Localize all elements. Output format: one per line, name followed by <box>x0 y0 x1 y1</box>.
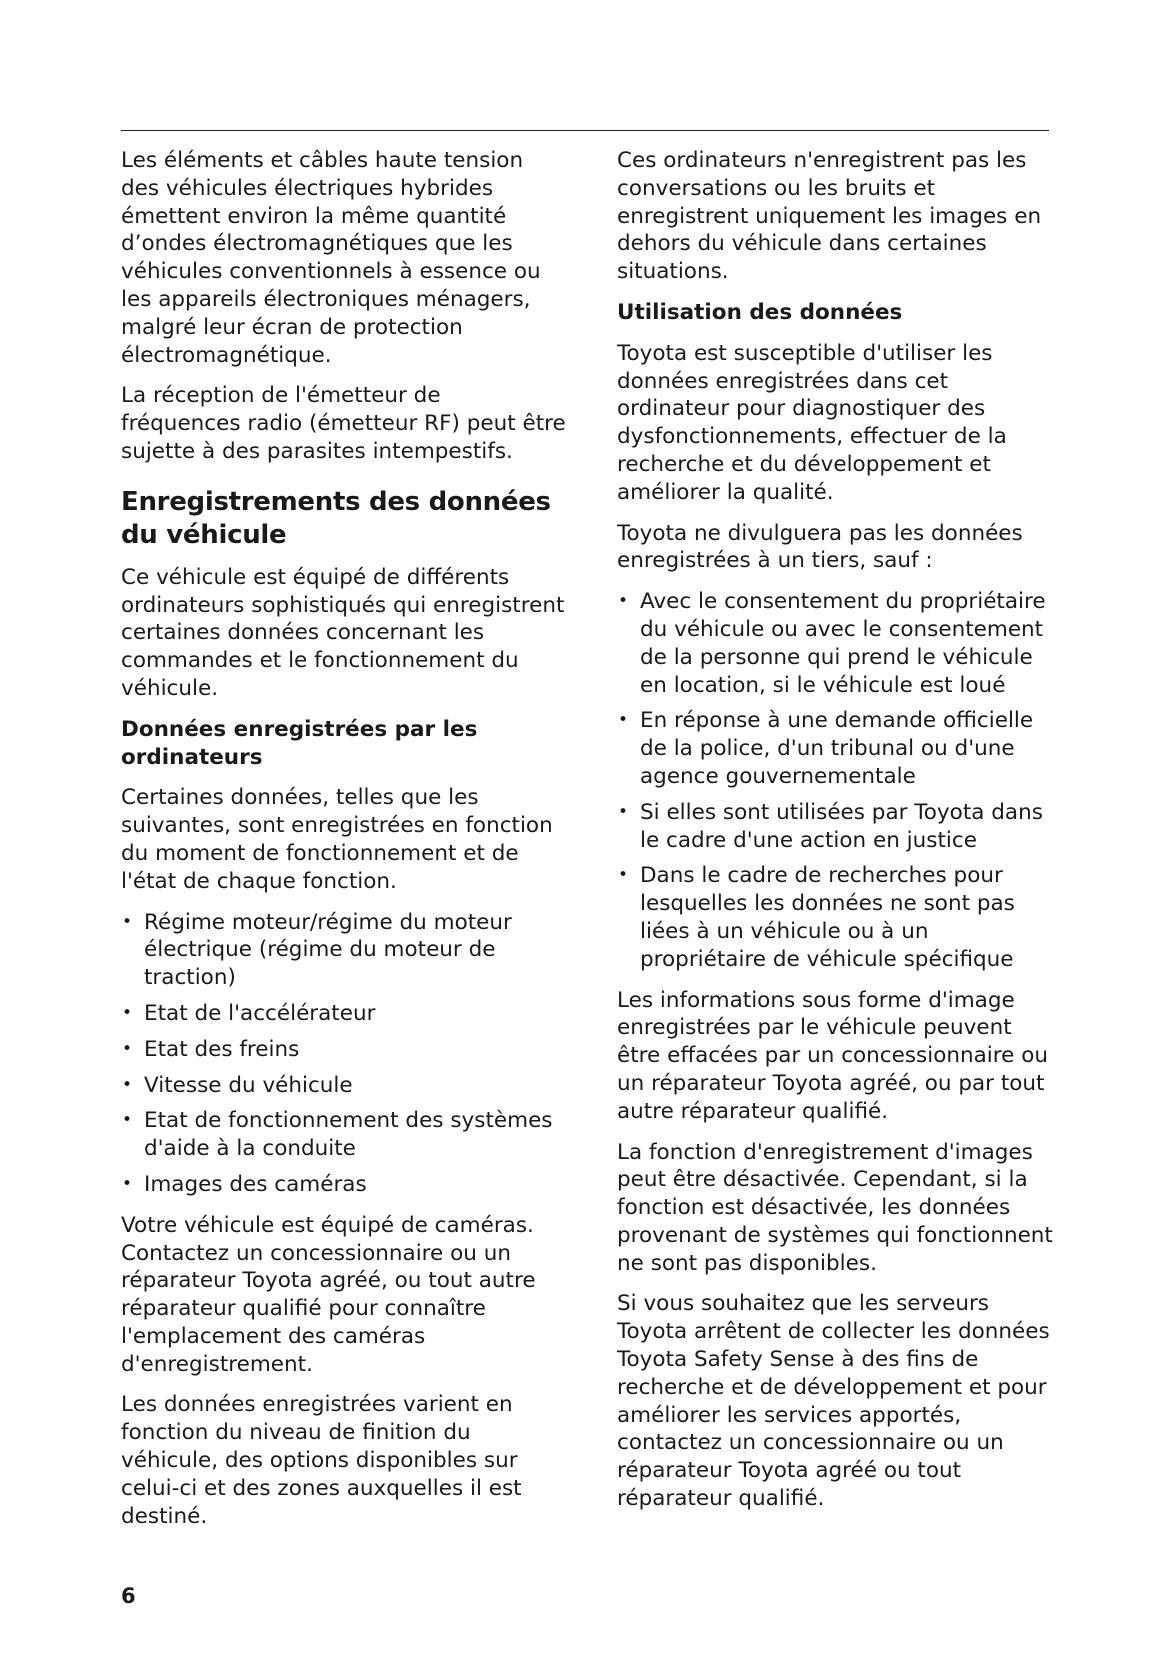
left-column <box>121 147 566 1543</box>
paragraph-image-erase: Les informations sous forme d'image enregistrées par le véhicule peuvent être effacées par un concessionnaire ou un réparateur Toyota agréé, ou par tout autre réparateur qualifié. <box>617 987 1048 1124</box>
paragraph-cameras: Votre véhicule est équipé de caméras. Contactez un concessionnaire ou un réparateur Toyota agréé, ou tout autre réparateur qualifié pour connaître l'emplacement des caméras d'enregistrement. <box>121 1212 536 1377</box>
subheading-recorded-data: Données enregistrées par les ordinateurs <box>121 716 478 770</box>
list-item: • Avec le consentement du propriétaire du véhicule ou avec le consentement de la personne qui prend le véhicule en location, si le véhicule est loué <box>617 588 1057 699</box>
paragraph-toyota-usage: Toyota est susceptible d'utiliser les données enregistrées dans cet ordinateur pour diagnostiquer des dysfonctionnements, effectuer de la recherche et du développement et améliorer la qualité. <box>617 340 1007 505</box>
paragraph-recorded-data-intro: Certaines données, telles que les suivantes, sont enregistrées en fonction du moment de fonctionnement et de l'état de chaque fonction. <box>121 785 553 894</box>
list-item: • Vitesse du véhicule <box>121 1072 566 1100</box>
list-item: • En réponse à une demande officielle de la police, d'un tribunal ou d'une agence gouvernementale <box>617 707 1057 790</box>
paragraph-rf-transmitter: La réception de l'émetteur de fréquences radio (émetteur RF) peut être sujette à des parasites intempestifs. <box>121 383 566 464</box>
page-number: 6 <box>121 1584 136 1608</box>
recorded-data-list <box>121 909 566 1199</box>
list-item: • Etat de l'accélérateur <box>121 1000 566 1028</box>
paragraph-disable-recording: La fonction d'enregistrement d'images peut être désactivée. Cependant, si la fonction est désactivée, les données provenant de systèmes qui fonctionnent ne sont pas disponibles. <box>617 1139 1053 1276</box>
paragraph-data-varies: Les données enregistrées varient en fonction du niveau de finition du véhicule, des options disponibles sur celui-ci et des zones auxquelles il est destiné. <box>121 1392 522 1529</box>
subheading-data-usage: Utilisation des données <box>617 299 903 325</box>
list-item: • Régime moteur/régime du moteur électrique (régime du moteur de traction) <box>121 909 566 992</box>
list-item: • Etat de fonctionnement des systèmes d'aide à la conduite <box>121 1107 566 1163</box>
top-rule <box>121 130 1049 131</box>
disclosure-exceptions-list <box>617 588 1057 973</box>
list-item: • Si elles sont utilisées par Toyota dans le cadre d'une action en justice <box>617 799 1057 855</box>
paragraph-computers: Ce véhicule est équipé de différents ordinateurs sophistiqués qui enregistrent certaines données concernant les commandes et le fonctionnement du véhicule. <box>121 564 565 701</box>
paragraph-no-disclosure: Toyota ne divulguera pas les données enregistrées à un tiers, sauf : <box>617 520 1023 574</box>
paragraph-stop-collection: Si vous souhaitez que les serveurs Toyota arrêtent de collecter les données Toyota Safety Sense à des fins de recherche et de développement et pour améliorer les services apportés, contactez un concessionnaire ou un réparateur Toyota agréé ou tout réparateur qualifié. <box>617 1291 1050 1512</box>
right-column <box>617 147 1057 1526</box>
list-item: • Dans le cadre de recherches pour lesquelles les données ne sont pas liées à un véhicule ou à un propriétaire de véhicule spécifique <box>617 862 1057 973</box>
paragraph-hv-emissions: Les éléments et câbles haute tension des véhicules électriques hybrides émettent environ la même quantité d’ondes électromagnétiques que les véhicules conventionnels à essence ou les appareils électroniques ménagers, malgré leur écran de protection électromagnétique. <box>121 148 541 368</box>
list-item: • Etat des freins <box>121 1036 566 1064</box>
list-item: • Images des caméras <box>121 1171 566 1199</box>
section-heading: Enregistrements des données du véhicule <box>121 486 551 550</box>
paragraph-no-conversations: Ces ordinateurs n'enregistrent pas les conversations ou les bruits et enregistrent uniquement les images en dehors du véhicule dans certaines situations. <box>617 148 1042 285</box>
